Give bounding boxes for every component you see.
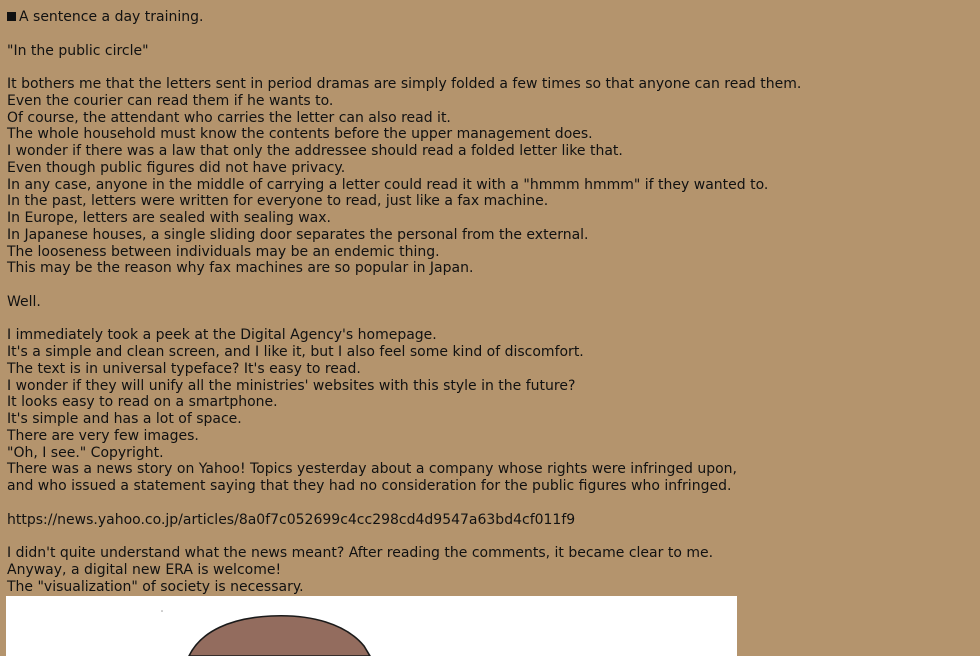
text-line: It's simple and has a lot of space.: [7, 411, 242, 427]
interjection: Well.: [7, 293, 41, 310]
paragraph-3: [7, 545, 973, 595]
text-line: Even the courier can read them if he wants to.: [7, 92, 334, 109]
text-line: "Oh, I see." Copyright.: [7, 444, 164, 461]
paragraph-1: [7, 76, 973, 277]
text-line: I didn't quite understand what the news meant? After reading the comments, it became clear to me.: [7, 545, 714, 561]
text-line: It's a simple and clean screen, and I like it, but I also feel some kind of discomfort.: [7, 344, 584, 360]
text-line: It looks easy to read on a smartphone.: [7, 394, 278, 411]
spacer: [7, 528, 973, 545]
text-line: The looseness between individuals may be an endemic thing.: [7, 243, 440, 260]
spacer: [7, 59, 973, 76]
text-line: There are very few images.: [7, 427, 199, 444]
illustration-speck: [161, 610, 163, 612]
text-line: In any case, anyone in the middle of carrying a letter could read it with a "hmmm hmmm" if they wanted to.: [7, 176, 769, 193]
illustration-image: [6, 596, 737, 656]
spacer: [7, 26, 973, 43]
text-line: In Europe, letters are sealed with sealing wax.: [7, 210, 331, 226]
text-line: I wonder if they will unify all the ministries' websites with this style in the future?: [7, 377, 576, 394]
news-link-line: [7, 512, 973, 529]
text-line: Even though public figures did not have privacy.: [7, 159, 346, 176]
text-line: The whole household must know the contents before the upper management does.: [7, 126, 593, 143]
spacer: [7, 277, 973, 294]
paragraph-2: [7, 327, 973, 495]
text-line: I immediately took a peek at the Digital Agency's homepage.: [7, 327, 437, 344]
text-line: This may be the reason why fax machines are so popular in Japan.: [7, 260, 474, 277]
article-title: "In the public circle": [7, 42, 149, 59]
text-line: I wonder if there was a law that only the addressee should read a folded letter like that.: [7, 143, 623, 159]
text-line: There was a news story on Yahoo! Topics yesterday about a company whose rights were infringed upon,: [7, 461, 737, 478]
text-line: Of course, the attendant who carries the letter can also read it.: [7, 109, 451, 126]
text-line: Anyway, a digital new ERA is welcome!: [7, 561, 282, 578]
header-text: A sentence a day training.: [19, 9, 204, 25]
text-line: It bothers me that the letters sent in period dramas are simply folded a few times so that anyone can read them.: [7, 76, 802, 92]
article-body: [7, 9, 973, 595]
article-header: [7, 9, 973, 26]
illustration-drawing: [6, 596, 737, 656]
text-line: and who issued a statement saying that they had no consideration for the public figures who infringed.: [7, 478, 732, 494]
black-square-icon: [7, 12, 16, 21]
text-line: In Japanese houses, a single sliding door separates the personal from the external.: [7, 226, 589, 243]
text-line: The "visualization" of society is necessary.: [7, 578, 304, 595]
text-line: The text is in universal typeface? It's easy to read.: [7, 360, 361, 377]
text-line: In the past, letters were written for everyone to read, just like a fax machine.: [7, 193, 549, 210]
news-link[interactable]: https://news.yahoo.co.jp/articles/8a0f7c052699c4cc298cd4d9547a63bd4cf011f9: [7, 511, 576, 528]
illustration-shape: [189, 616, 370, 656]
spacer: [7, 311, 973, 328]
spacer: [7, 495, 973, 512]
